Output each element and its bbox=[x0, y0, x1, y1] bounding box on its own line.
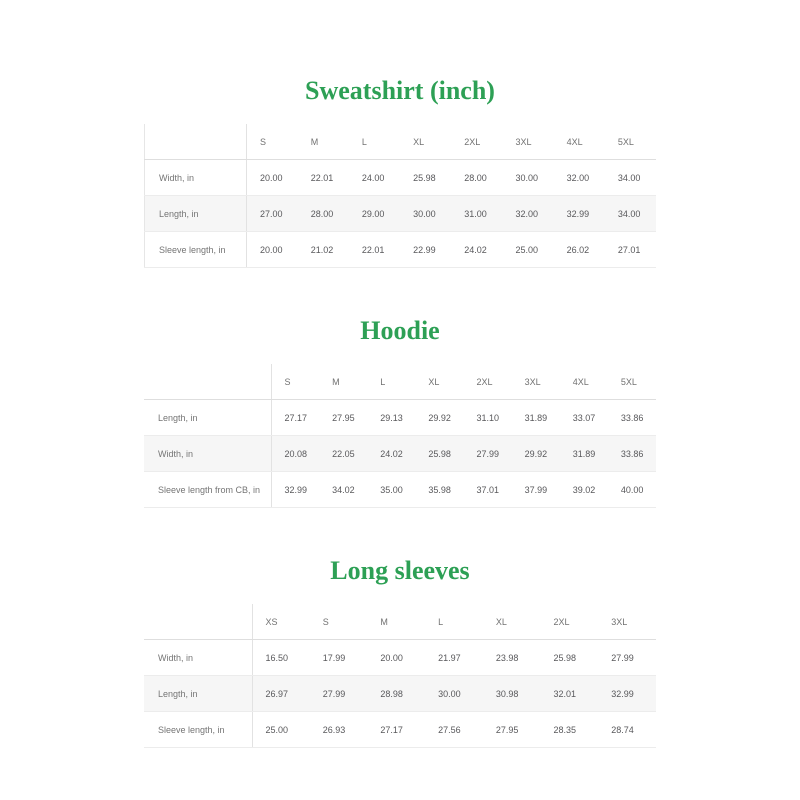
size-cell: 27.17 bbox=[271, 400, 319, 436]
size-cell: 20.00 bbox=[247, 232, 298, 268]
row-label: Sleeve length, in bbox=[144, 712, 252, 748]
size-column-header: 4XL bbox=[560, 364, 608, 400]
size-cell: 29.13 bbox=[367, 400, 415, 436]
size-cell: 25.00 bbox=[502, 232, 553, 268]
size-cell: 34.02 bbox=[319, 472, 367, 508]
size-cell: 39.02 bbox=[560, 472, 608, 508]
table-row bbox=[144, 400, 656, 436]
size-column-header: 2XL bbox=[451, 124, 502, 160]
row-label: Length, in bbox=[144, 400, 271, 436]
size-cell: 29.00 bbox=[349, 196, 400, 232]
size-cell: 25.98 bbox=[541, 640, 599, 676]
size-cell: 37.01 bbox=[464, 472, 512, 508]
size-cell: 32.00 bbox=[554, 160, 605, 196]
size-cell: 27.95 bbox=[319, 400, 367, 436]
row-label: Sleeve length from CB, in bbox=[144, 472, 271, 508]
size-cell: 25.98 bbox=[400, 160, 451, 196]
size-cell: 27.00 bbox=[247, 196, 298, 232]
size-cell: 28.98 bbox=[367, 676, 425, 712]
size-cell: 29.92 bbox=[415, 400, 463, 436]
size-column-header: XL bbox=[400, 124, 451, 160]
size-cell: 24.02 bbox=[367, 436, 415, 472]
size-column-header: 5XL bbox=[608, 364, 656, 400]
size-cell: 30.98 bbox=[483, 676, 541, 712]
size-cell: 26.97 bbox=[252, 676, 310, 712]
size-cell: 22.01 bbox=[349, 232, 400, 268]
size-cell: 26.93 bbox=[310, 712, 368, 748]
size-cell: 32.99 bbox=[271, 472, 319, 508]
size-cell: 32.00 bbox=[502, 196, 553, 232]
size-cell: 30.00 bbox=[502, 160, 553, 196]
section-hoodie bbox=[144, 314, 656, 508]
size-cell: 17.99 bbox=[310, 640, 368, 676]
size-column-header: 3XL bbox=[598, 604, 656, 640]
hoodie-title: Hoodie bbox=[360, 316, 440, 345]
size-cell: 27.99 bbox=[310, 676, 368, 712]
size-cell: 27.01 bbox=[605, 232, 656, 268]
size-cell: 25.00 bbox=[252, 712, 310, 748]
size-cell: 34.00 bbox=[605, 196, 656, 232]
size-column-header: 5XL bbox=[605, 124, 656, 160]
size-cell: 20.00 bbox=[247, 160, 298, 196]
size-cell: 35.00 bbox=[367, 472, 415, 508]
row-label: Width, in bbox=[145, 160, 247, 196]
table-row bbox=[145, 232, 657, 268]
row-label: Width, in bbox=[144, 640, 252, 676]
size-column-header: L bbox=[425, 604, 483, 640]
long-sleeves-title: Long sleeves bbox=[330, 556, 470, 585]
row-label: Width, in bbox=[144, 436, 271, 472]
size-cell: 40.00 bbox=[608, 472, 656, 508]
size-column-header: 4XL bbox=[554, 124, 605, 160]
table-row bbox=[144, 436, 656, 472]
sweatshirt-title: Sweatshirt (inch) bbox=[305, 76, 495, 105]
size-cell: 21.02 bbox=[298, 232, 349, 268]
size-cell: 33.86 bbox=[608, 436, 656, 472]
size-cell: 37.99 bbox=[512, 472, 560, 508]
size-column-header: L bbox=[349, 124, 400, 160]
size-column-header: 2XL bbox=[464, 364, 512, 400]
size-column-header: XL bbox=[483, 604, 541, 640]
size-charts-page bbox=[144, 74, 656, 748]
size-column-header: M bbox=[367, 604, 425, 640]
size-cell: 27.99 bbox=[598, 640, 656, 676]
section-long-sleeves bbox=[144, 554, 656, 748]
size-cell: 32.99 bbox=[554, 196, 605, 232]
header-row bbox=[144, 604, 656, 640]
size-cell: 28.00 bbox=[451, 160, 502, 196]
size-cell: 30.00 bbox=[425, 676, 483, 712]
size-column-header: XL bbox=[415, 364, 463, 400]
size-cell: 31.00 bbox=[451, 196, 502, 232]
row-label: Sleeve length, in bbox=[145, 232, 247, 268]
size-cell: 27.99 bbox=[464, 436, 512, 472]
size-cell: 22.99 bbox=[400, 232, 451, 268]
corner-cell bbox=[145, 124, 247, 160]
size-cell: 24.02 bbox=[451, 232, 502, 268]
long-sleeves-size-table bbox=[144, 604, 656, 748]
row-label: Length, in bbox=[144, 676, 252, 712]
table-row bbox=[144, 676, 656, 712]
corner-cell bbox=[144, 364, 271, 400]
size-cell: 24.00 bbox=[349, 160, 400, 196]
section-sweatshirt bbox=[144, 74, 656, 268]
row-label: Length, in bbox=[145, 196, 247, 232]
size-cell: 22.05 bbox=[319, 436, 367, 472]
corner-cell bbox=[144, 604, 252, 640]
size-cell: 23.98 bbox=[483, 640, 541, 676]
size-column-header: 2XL bbox=[541, 604, 599, 640]
size-cell: 28.74 bbox=[598, 712, 656, 748]
table-row bbox=[144, 640, 656, 676]
size-cell: 20.00 bbox=[367, 640, 425, 676]
size-cell: 16.50 bbox=[252, 640, 310, 676]
size-column-header: M bbox=[319, 364, 367, 400]
size-column-header: L bbox=[367, 364, 415, 400]
size-column-header: 3XL bbox=[512, 364, 560, 400]
size-cell: 33.86 bbox=[608, 400, 656, 436]
size-column-header: S bbox=[310, 604, 368, 640]
size-column-header: 3XL bbox=[502, 124, 553, 160]
size-cell: 35.98 bbox=[415, 472, 463, 508]
size-cell: 32.99 bbox=[598, 676, 656, 712]
size-cell: 31.89 bbox=[560, 436, 608, 472]
size-cell: 34.00 bbox=[605, 160, 656, 196]
size-cell: 27.56 bbox=[425, 712, 483, 748]
size-cell: 31.89 bbox=[512, 400, 560, 436]
header-row bbox=[145, 124, 657, 160]
size-cell: 30.00 bbox=[400, 196, 451, 232]
size-cell: 29.92 bbox=[512, 436, 560, 472]
hoodie-size-table bbox=[144, 364, 656, 508]
size-cell: 26.02 bbox=[554, 232, 605, 268]
table-row bbox=[144, 472, 656, 508]
size-cell: 22.01 bbox=[298, 160, 349, 196]
table-row bbox=[145, 196, 657, 232]
size-cell: 20.08 bbox=[271, 436, 319, 472]
size-column-header: S bbox=[247, 124, 298, 160]
size-cell: 21.97 bbox=[425, 640, 483, 676]
header-row bbox=[144, 364, 656, 400]
size-cell: 27.17 bbox=[367, 712, 425, 748]
size-cell: 28.00 bbox=[298, 196, 349, 232]
size-cell: 32.01 bbox=[541, 676, 599, 712]
table-row bbox=[144, 712, 656, 748]
size-column-header: XS bbox=[252, 604, 310, 640]
size-column-header: M bbox=[298, 124, 349, 160]
size-cell: 31.10 bbox=[464, 400, 512, 436]
size-cell: 27.95 bbox=[483, 712, 541, 748]
size-column-header: S bbox=[271, 364, 319, 400]
size-cell: 25.98 bbox=[415, 436, 463, 472]
sweatshirt-size-table bbox=[144, 124, 656, 268]
size-cell: 28.35 bbox=[541, 712, 599, 748]
size-cell: 33.07 bbox=[560, 400, 608, 436]
table-row bbox=[145, 160, 657, 196]
